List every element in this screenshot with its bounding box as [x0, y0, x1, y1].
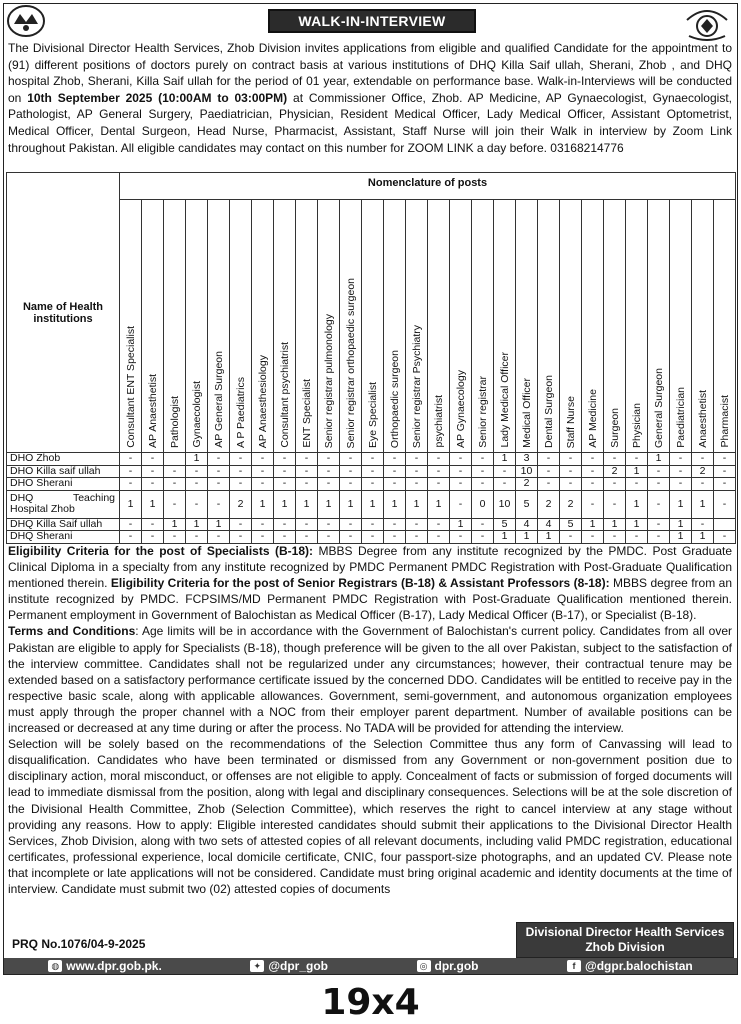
post-count-cell: -: [604, 531, 626, 544]
post-count-cell: -: [296, 478, 318, 491]
post-count-cell: -: [230, 531, 252, 544]
post-count-cell: -: [560, 478, 582, 491]
post-column-header: [538, 200, 560, 453]
terms-paragraph: [8, 623, 732, 736]
post-count-cell: -: [318, 465, 340, 478]
table-row: [7, 531, 736, 544]
table-row: [7, 465, 736, 478]
post-column-header: [274, 200, 296, 453]
post-count-cell: -: [252, 453, 274, 466]
post-count-cell: -: [538, 465, 560, 478]
terms-section: [8, 543, 732, 897]
post-count-cell: -: [252, 518, 274, 531]
post-count-cell: -: [604, 453, 626, 466]
post-name: ENT Specialist: [300, 379, 313, 448]
post-count-cell: -: [472, 518, 494, 531]
post-name: Paediatrician: [674, 387, 687, 448]
post-count-cell: 1: [384, 490, 406, 518]
post-count-cell: [714, 518, 736, 531]
eligibility-specialists-text: MBBS Degree from any institute recognized by the PMDC. Post Graduate Clinical Diploma in a specialty from any institute recognized by PMDC Permanent PMDC Registration with Post-Graduate Qualification mentioned therein.: [8, 544, 733, 591]
post-column-header: [318, 200, 340, 453]
terms-heading: Terms and Conditions: [8, 624, 136, 639]
facebook-link[interactable]: [567, 959, 693, 973]
post-count-cell: -: [340, 453, 362, 466]
post-count-cell: -: [406, 531, 428, 544]
eligibility-paragraph: [8, 543, 732, 623]
terms-text: : Age limits will be in accordance with the Government of Balochistan's current policy. Candidates from all over Pakistan are eligible to apply for Specialists (B-18), though preference will be given to the all over Pakistan, subject to the satisfaction of the interview committee. Candidates shall not be regularized under any circumstances; however, their contractual tenure may be extended based on a satisfactory performance certificate issued by the concerned DDO. Candidates will be entitled to receive pay in the respective basic scale, along with applicable allowances. Government, semi-government, and autonomous organization employees must apply through the proper channel with a NOC from their employer parent department. Number of available positions can be increased or decreased at any time during or after the process. No TADA will be provided for attending the interview.: [8, 624, 732, 736]
post-name: General Surgeon: [652, 368, 665, 448]
post-name: Dental Surgeon: [542, 375, 555, 448]
twitter-handle: @dpr_gob: [268, 959, 329, 973]
post-count-cell: -: [406, 453, 428, 466]
post-count-cell: -: [120, 518, 142, 531]
post-count-cell: -: [648, 465, 670, 478]
post-count-cell: -: [274, 453, 296, 466]
post-count-cell: 2: [230, 490, 252, 518]
post-count-cell: 1: [494, 531, 516, 544]
table-row: [7, 478, 736, 491]
institution-header: Name of Health institutions: [7, 173, 120, 453]
facebook-handle: @dgpr.balochistan: [585, 959, 693, 973]
post-count-cell: -: [296, 531, 318, 544]
post-count-cell: -: [296, 453, 318, 466]
post-count-cell: 1: [494, 453, 516, 466]
post-count-cell: 1: [274, 490, 296, 518]
post-count-cell: 1: [142, 490, 164, 518]
post-name: AP Medicine: [586, 389, 599, 448]
post-name: A P Paediatrics: [234, 376, 247, 448]
post-count-cell: -: [252, 465, 274, 478]
post-count-cell: -: [670, 465, 692, 478]
post-name: Physician: [630, 403, 643, 448]
post-count-cell: 1: [362, 490, 384, 518]
facebook-icon: f: [567, 960, 581, 972]
post-count-cell: -: [230, 453, 252, 466]
post-count-cell: -: [340, 478, 362, 491]
post-name: Lady Medical Officer: [498, 352, 511, 448]
post-name: AP Anaesthetist: [146, 374, 159, 448]
post-column-header: [120, 200, 142, 453]
post-name: psychiatrist: [432, 395, 445, 448]
post-count-cell: -: [340, 465, 362, 478]
twitter-icon: ✦: [250, 960, 264, 972]
post-count-cell: -: [362, 518, 384, 531]
post-count-cell: -: [648, 518, 670, 531]
post-count-cell: 1: [516, 531, 538, 544]
intro-paragraph: [8, 40, 732, 156]
post-count-cell: -: [582, 465, 604, 478]
institution-name-part: Hospital Zhob: [10, 503, 75, 515]
post-column-header: [450, 200, 472, 453]
post-count-cell: 1: [626, 490, 648, 518]
post-count-cell: -: [252, 478, 274, 491]
post-count-cell: 1: [670, 531, 692, 544]
post-count-cell: -: [714, 453, 736, 466]
balochistan-emblem-icon: [681, 6, 733, 42]
post-count-cell: 1: [164, 518, 186, 531]
post-count-cell: 2: [560, 490, 582, 518]
post-count-cell: -: [450, 465, 472, 478]
post-count-cell: -: [428, 531, 450, 544]
post-count-cell: -: [582, 490, 604, 518]
post-column-header: [714, 200, 736, 453]
post-count-cell: -: [428, 453, 450, 466]
post-count-cell: -: [318, 453, 340, 466]
post-count-cell: -: [384, 518, 406, 531]
signatory-division: Zhob Division: [585, 940, 665, 954]
post-count-cell: -: [164, 478, 186, 491]
post-count-cell: -: [560, 453, 582, 466]
institution-name-part: Teaching: [72, 491, 115, 504]
post-count-cell: -: [428, 478, 450, 491]
institution-name: DHO Zhob: [7, 453, 120, 466]
post-count-cell: -: [406, 478, 428, 491]
website-link[interactable]: [48, 959, 162, 973]
post-count-cell: -: [164, 531, 186, 544]
post-column-header: [692, 200, 714, 453]
post-count-cell: -: [450, 478, 472, 491]
institution-name: DHO Sherani: [7, 478, 120, 491]
post-column-header: [516, 200, 538, 453]
post-count-cell: 1: [186, 453, 208, 466]
post-name: Pharmacist: [718, 395, 731, 448]
signatory-box: [516, 922, 734, 958]
post-column-header: [252, 200, 274, 453]
post-column-header: [494, 200, 516, 453]
post-name: Staff Nurse: [564, 395, 577, 448]
post-count-cell: -: [340, 518, 362, 531]
post-count-cell: 5: [560, 518, 582, 531]
post-count-cell: 10: [494, 490, 516, 518]
post-column-header: [362, 200, 384, 453]
post-count-cell: -: [252, 531, 274, 544]
post-count-cell: 2: [692, 465, 714, 478]
post-count-cell: 1: [340, 490, 362, 518]
post-count-cell: -: [318, 478, 340, 491]
table-row: [7, 453, 736, 466]
post-count-cell: -: [120, 453, 142, 466]
post-column-header: [670, 200, 692, 453]
post-column-header: [186, 200, 208, 453]
post-count-cell: -: [208, 490, 230, 518]
post-count-cell: 1: [626, 465, 648, 478]
post-count-cell: -: [142, 518, 164, 531]
post-count-cell: -: [692, 453, 714, 466]
post-count-cell: 1: [604, 518, 626, 531]
post-count-cell: -: [494, 478, 516, 491]
post-count-cell: -: [450, 453, 472, 466]
post-name: Senior registrar orthopaedic surgeon: [344, 277, 357, 448]
signatory-title: Divisional Director Health Services: [525, 925, 725, 939]
table-row: [7, 518, 736, 531]
post-count-cell: -: [296, 518, 318, 531]
health-emblem-icon: [6, 4, 46, 38]
post-count-cell: -: [648, 531, 670, 544]
post-column-header: [164, 200, 186, 453]
post-count-cell: 1: [406, 490, 428, 518]
post-count-cell: 1: [252, 490, 274, 518]
post-column-header: [230, 200, 252, 453]
post-count-cell: 1: [582, 518, 604, 531]
post-count-cell: 1: [626, 518, 648, 531]
post-count-cell: -: [186, 531, 208, 544]
post-count-cell: -: [274, 478, 296, 491]
post-name: Surgeon: [608, 408, 621, 448]
post-count-cell: -: [472, 453, 494, 466]
intro-text-continued: at Commissioner Office, Zhob. AP Medicine, AP Gynaecologist, Gynaecologist, Pathologist, AP General Surgery, Paediatrician, Physician, Resident Medical Officer, Lady Medical Officer, Assistant Optometrist, Medical Officer, Dental Surgeon, Head Nurse, Pharmacist, Assistant, Staff Nurse will join their Walk in interview by Zoom Link throughout Pakistan. All eligible candidates may contact on this number for ZOOM LINK a day before. 03168214776: [8, 90, 732, 155]
post-count-cell: -: [384, 453, 406, 466]
post-count-cell: 1: [120, 490, 142, 518]
post-column-header: [648, 200, 670, 453]
post-count-cell: -: [362, 531, 384, 544]
eligibility-registrars-text: MBBS degree from an institute recognized by PMDC. FCPSIMS/MD Permanent PMDC Registration with Post-Graduate Qualification mentioned therein. Permanent employment in Government of Balochistan as Medical Officer (B-17), Lady Medical Officer (B-17), or Specialist (B-18).: [8, 576, 732, 623]
institution-name: DHQ Killa Saif ullah: [7, 518, 120, 531]
post-count-cell: -: [450, 531, 472, 544]
post-count-cell: 1: [670, 490, 692, 518]
instagram-link[interactable]: [417, 959, 479, 973]
post-count-cell: 1: [648, 453, 670, 466]
post-count-cell: 1: [692, 490, 714, 518]
post-column-header: [582, 200, 604, 453]
post-count-cell: -: [274, 465, 296, 478]
post-count-cell: 1: [428, 490, 450, 518]
post-count-cell: -: [648, 490, 670, 518]
post-count-cell: -: [538, 453, 560, 466]
post-count-cell: -: [142, 478, 164, 491]
post-count-cell: 4: [538, 518, 560, 531]
post-count-cell: -: [714, 478, 736, 491]
institution-name: DHO Killa saif ullah: [7, 465, 120, 478]
post-count-cell: 2: [516, 478, 538, 491]
post-count-cell: -: [670, 478, 692, 491]
post-column-header: [340, 200, 362, 453]
post-count-cell: -: [560, 531, 582, 544]
post-count-cell: -: [208, 465, 230, 478]
selection-paragraph: Selection will be solely based on the recommendations of the Selection Committee thus any form of Canvassing will lead to disqualification. Candidates who have been terminated or dismissed from any Government or non-government position due to disciplinary action, moral misconduct, or offenses are not eligible to apply. Concealment of facts or submission of forged documents will lead to immediate dismissal from the position, along with legal and disciplinary consequences. Selections will be at the sole discretion of the Divisional Health Committee, Zhob (Selection Committee), which reserves the right to cancel interview at any stage without providing any reasons. How to apply: Eligible interested candidates should submit their applications to the Divisional Director Health Services, Zhob Division, along with two sets of attested copies of all relevant documents, including valid PMDC registration, educational certificates, professional experience, local domicile certificate, CNIC, four passport-size photographs, and an updated CV. Please note that incomplete or late applications will not be considered. Candidate must bring original academic and identity documents at the time of interview. Candidate must submit two (02) attested copies of documents: [8, 737, 732, 896]
post-name: Senior registrar pulmonology: [322, 313, 335, 448]
post-count-cell: 5: [516, 490, 538, 518]
instagram-icon: ◎: [417, 960, 431, 972]
post-count-cell: -: [142, 453, 164, 466]
post-count-cell: -: [714, 465, 736, 478]
post-count-cell: 2: [538, 490, 560, 518]
post-count-cell: -: [428, 518, 450, 531]
eligibility-registrars-heading: Eligibility Criteria for the post of Senior Registrars (B-18) & Assistant Professors (8-18):: [110, 576, 610, 591]
post-count-cell: -: [186, 465, 208, 478]
eligibility-specialists-heading: Eligibility Criteria for the post of Specialists (B-18):: [8, 544, 313, 558]
post-name: Pathologist: [168, 396, 181, 448]
post-count-cell: -: [472, 531, 494, 544]
post-count-cell: -: [604, 490, 626, 518]
post-count-cell: -: [472, 465, 494, 478]
post-count-cell: -: [560, 465, 582, 478]
prq-number: PRQ No.1076/04-9-2025: [12, 937, 146, 951]
post-name: AP Anaesthesiology: [256, 354, 269, 448]
table-body: [7, 453, 736, 544]
post-count-cell: -: [626, 478, 648, 491]
post-count-cell: 10: [516, 465, 538, 478]
post-count-cell: 2: [604, 465, 626, 478]
post-count-cell: -: [428, 465, 450, 478]
post-column-header: [384, 200, 406, 453]
post-column-header: [472, 200, 494, 453]
post-count-cell: -: [648, 478, 670, 491]
post-count-cell: -: [626, 453, 648, 466]
post-column-header: [604, 200, 626, 453]
post-count-cell: -: [164, 465, 186, 478]
post-count-cell: 1: [538, 531, 560, 544]
post-name: Senior registrar Psychiatry: [410, 324, 423, 448]
post-count-cell: [164, 453, 186, 466]
post-count-cell: -: [318, 518, 340, 531]
post-name: AP General Surgeon: [212, 351, 225, 448]
post-name: Gynaecologist: [190, 381, 203, 448]
post-name: AP Gynaecology: [454, 369, 467, 448]
post-count-cell: 1: [296, 490, 318, 518]
post-count-cell: -: [186, 478, 208, 491]
post-count-cell: -: [384, 531, 406, 544]
post-column-header: [208, 200, 230, 453]
post-count-cell: -: [362, 453, 384, 466]
post-name: Consultant psychiatrist: [278, 342, 291, 448]
post-count-cell: -: [186, 490, 208, 518]
interview-date: 10th September 2025 (10:00AM to 03:00PM): [27, 90, 288, 105]
table-row: [7, 490, 736, 518]
post-count-cell: -: [670, 453, 692, 466]
post-count-cell: -: [494, 465, 516, 478]
post-count-cell: -: [406, 518, 428, 531]
post-count-cell: -: [318, 531, 340, 544]
post-count-cell: 1: [692, 531, 714, 544]
post-count-cell: -: [120, 531, 142, 544]
post-column-header: [406, 200, 428, 453]
institution-name-part: DHQ: [10, 491, 34, 504]
post-count-cell: -: [208, 478, 230, 491]
post-name: Orthopaedic surgeon: [388, 349, 401, 448]
twitter-link[interactable]: [250, 959, 328, 973]
post-name: Medical Officer: [520, 378, 533, 448]
post-count-cell: -: [296, 465, 318, 478]
post-count-cell: -: [714, 531, 736, 544]
post-column-header: [428, 200, 450, 453]
post-count-cell: -: [230, 478, 252, 491]
post-column-header: [142, 200, 164, 453]
post-count-cell: 1: [670, 518, 692, 531]
post-count-cell: -: [406, 465, 428, 478]
post-count-cell: 1: [318, 490, 340, 518]
post-count-cell: 1: [450, 518, 472, 531]
post-count-cell: 0: [472, 490, 494, 518]
ad-size-label: 19x4: [321, 982, 420, 1023]
page-title: WALK-IN-INTERVIEW: [268, 9, 476, 33]
post-count-cell: -: [274, 531, 296, 544]
post-count-cell: -: [714, 490, 736, 518]
post-count-cell: -: [208, 453, 230, 466]
post-count-cell: -: [604, 478, 626, 491]
post-count-cell: -: [384, 465, 406, 478]
instagram-handle: dpr.gob: [434, 959, 479, 973]
post-column-header: [296, 200, 318, 453]
post-name: Senior registrar: [476, 376, 489, 448]
post-count-cell: -: [230, 465, 252, 478]
post-count-cell: -: [692, 478, 714, 491]
post-name: Anaesthetist: [696, 390, 709, 448]
post-count-cell: -: [472, 478, 494, 491]
posts-table: [6, 172, 736, 544]
post-count-cell: -: [384, 478, 406, 491]
institution-name: DHQ Sherani: [7, 531, 120, 544]
post-count-cell: -: [626, 531, 648, 544]
post-count-cell: -: [120, 478, 142, 491]
post-name: Eye Specialist: [366, 382, 379, 448]
website-text: www.dpr.gob.pk.: [66, 959, 162, 973]
post-count-cell: -: [120, 465, 142, 478]
post-count-cell: -: [692, 518, 714, 531]
post-count-cell: 1: [208, 518, 230, 531]
post-count-cell: -: [538, 478, 560, 491]
post-count-cell: -: [582, 453, 604, 466]
post-count-cell: -: [362, 478, 384, 491]
post-count-cell: -: [164, 490, 186, 518]
institution-name: [7, 490, 120, 518]
post-name: Consultant ENT Specialist: [124, 326, 137, 448]
globe-icon: ◍: [48, 960, 62, 972]
post-count-cell: -: [362, 465, 384, 478]
post-count-cell: -: [450, 490, 472, 518]
post-count-cell: 4: [516, 518, 538, 531]
post-count-cell: -: [142, 465, 164, 478]
post-count-cell: -: [582, 478, 604, 491]
post-count-cell: -: [142, 531, 164, 544]
post-count-cell: -: [340, 531, 362, 544]
post-count-cell: -: [274, 518, 296, 531]
post-count-cell: 3: [516, 453, 538, 466]
post-column-header: [626, 200, 648, 453]
post-count-cell: -: [208, 531, 230, 544]
post-count-cell: 1: [186, 518, 208, 531]
post-count-cell: -: [582, 531, 604, 544]
post-count-cell: 5: [494, 518, 516, 531]
footer-links-bar: [4, 958, 737, 974]
nomenclature-header: Nomenclature of posts: [120, 173, 736, 200]
intro-text: The Divisional Director Health Services, Zhob Division invites applications from eligible and qualified Candidate for the appointment to (91) different positions of doctors purely on contract basis at various institutions of DHQ Killa Saif ullah, Sherani, Zhob , and DHQ hospital Zhob, Sherani, Killa Saif ullah for the period of 01 year, extendable on performance base. Walk-in-Interviews will be conducted on: [8, 41, 732, 105]
post-count-cell: -: [230, 518, 252, 531]
post-column-header: [560, 200, 582, 453]
